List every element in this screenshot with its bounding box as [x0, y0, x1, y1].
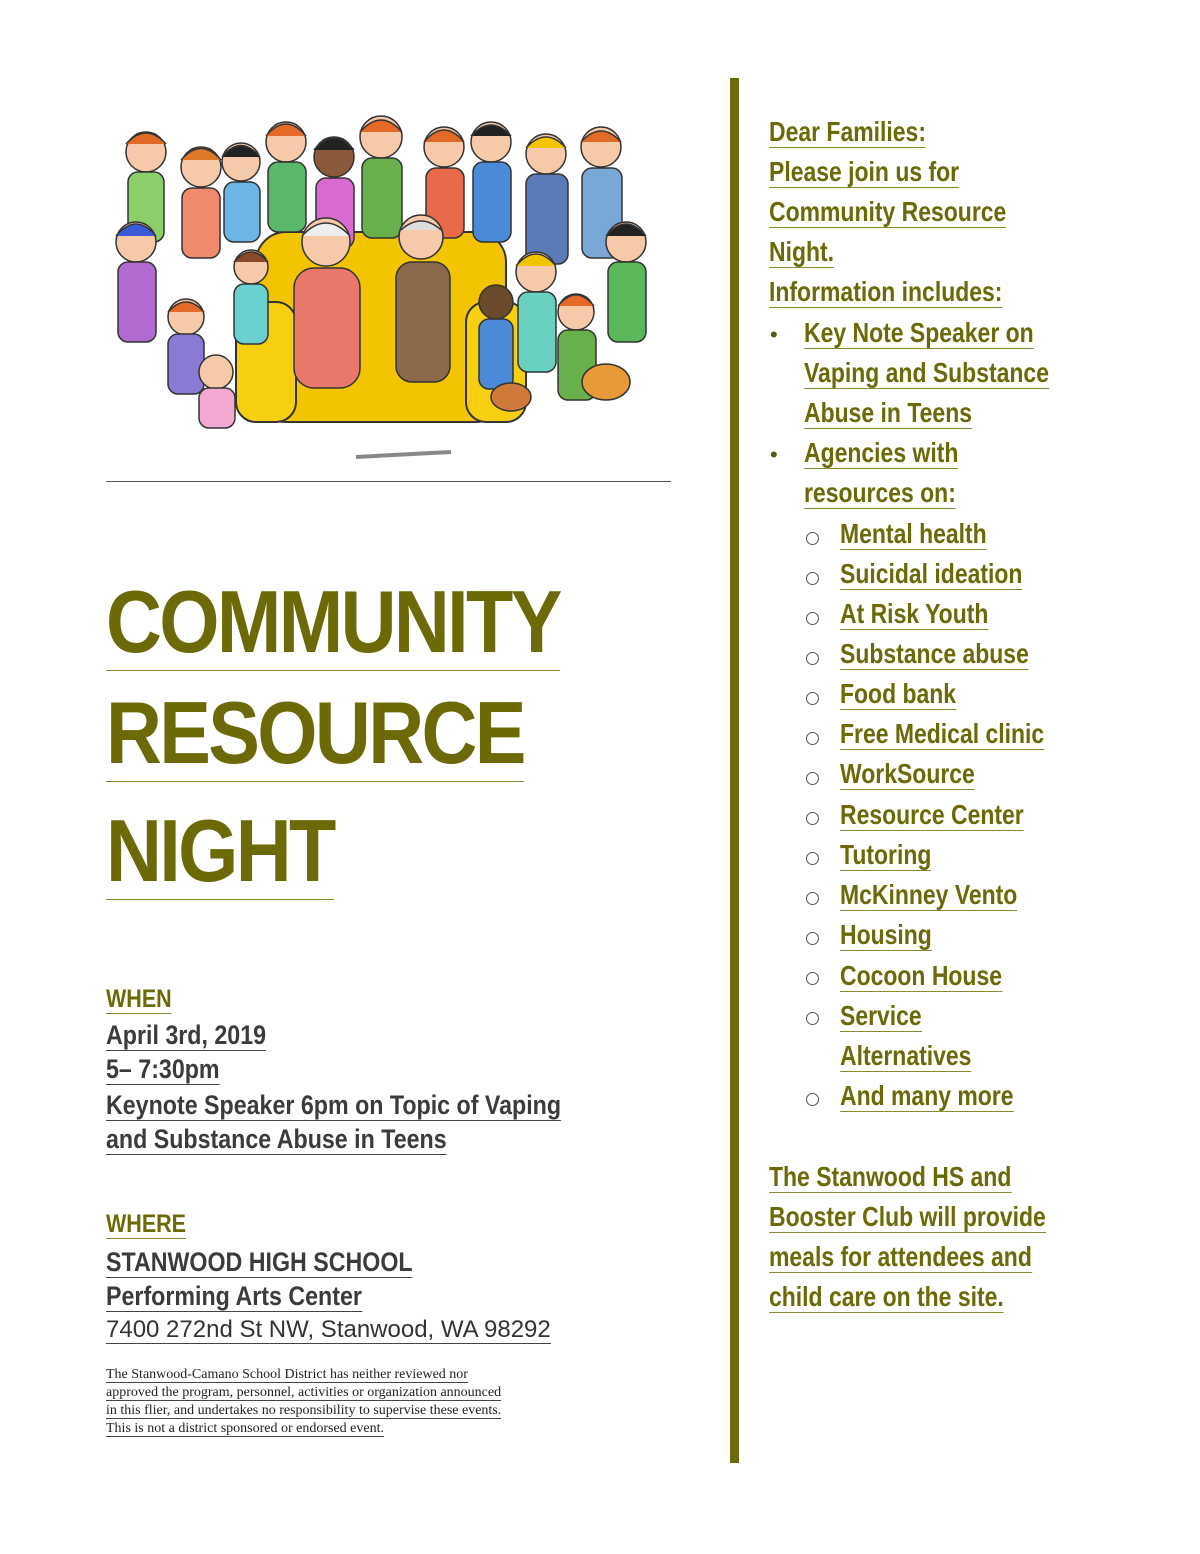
- keynote-line-1: Keynote Speaker 6pm on Topic of Vaping: [106, 1090, 562, 1120]
- disclaimer: The Stanwood-Camano School District has neither reviewed nor approved the program, personnel, activities or organization announced in this flier, and undertakes no responsibility to supervise these events. This is not a district sponsored or endorsed event.: [106, 1367, 502, 1436]
- bullet2-line-1: Agencies with: [804, 437, 959, 468]
- hollow-circle-icon: [806, 772, 819, 785]
- resource-item: Suicidal ideation: [840, 558, 1023, 589]
- resource-item: Tutoring: [840, 839, 932, 870]
- closing-line-4: child care on the site.: [769, 1281, 1004, 1312]
- hollow-circle-icon: [806, 572, 819, 585]
- hollow-circle-icon: [806, 972, 819, 985]
- resource-item: Free Medical clinic: [840, 718, 1045, 749]
- vertical-divider: [730, 78, 739, 1463]
- greeting: Dear Families:: [769, 116, 926, 147]
- hollow-circle-icon: [806, 852, 819, 865]
- school-name: STANWOOD HIGH SCHOOL: [106, 1247, 413, 1277]
- hollow-circle-icon: [806, 892, 819, 905]
- hollow-circle-icon: [806, 812, 819, 825]
- bullet1-line-2: Vaping and Substance: [804, 357, 1049, 388]
- family-group-illustration: [106, 112, 666, 472]
- closing-line-2: Booster Club will provide: [769, 1201, 1046, 1232]
- event-time: 5– 7:30pm: [106, 1054, 220, 1084]
- resource-item: McKinney Vento: [840, 879, 1018, 910]
- title-line-2: RESOURCE: [106, 683, 524, 782]
- resource-item: At Risk Youth: [840, 598, 989, 629]
- hollow-circle-icon: [806, 532, 819, 545]
- hollow-circle-icon: [806, 612, 819, 625]
- hollow-circle-icon: [806, 732, 819, 745]
- keynote-line-2: and Substance Abuse in Teens: [106, 1124, 447, 1154]
- closing-line-1: The Stanwood HS and: [769, 1161, 1012, 1192]
- hollow-circle-icon: [806, 1012, 819, 1025]
- resource-item: Housing: [840, 919, 932, 950]
- includes-heading: Information includes:: [769, 276, 1003, 307]
- title-line-3: NIGHT: [106, 801, 334, 900]
- bullet1-line-1: Key Note Speaker on: [804, 317, 1034, 348]
- hollow-circle-icon: [806, 692, 819, 705]
- bullet-icon: •: [770, 442, 778, 467]
- resource-item: Resource Center: [840, 799, 1024, 830]
- venue-name: Performing Arts Center: [106, 1281, 362, 1311]
- intro-line-3: Night.: [769, 236, 835, 267]
- resource-item: Service: [840, 1000, 922, 1031]
- resource-item: Mental health: [840, 518, 987, 549]
- resource-item: And many more: [840, 1080, 1014, 1111]
- closing-line-3: meals for attendees and: [769, 1241, 1032, 1272]
- hollow-circle-icon: [806, 932, 819, 945]
- bullet1-line-3: Abuse in Teens: [804, 397, 972, 428]
- horizontal-rule: [106, 481, 671, 482]
- hollow-circle-icon: [806, 1093, 819, 1106]
- bullet2-line-2: resources on:: [804, 477, 956, 508]
- resource-item: WorkSource: [840, 758, 975, 789]
- where-label: WHERE: [106, 1210, 187, 1238]
- intro-line-1: Please join us for: [769, 156, 960, 187]
- when-label: WHEN: [106, 985, 172, 1013]
- intro-line-2: Community Resource: [769, 196, 1007, 227]
- hollow-circle-icon: [806, 652, 819, 665]
- bullet-icon: •: [770, 322, 778, 347]
- title-line-1: COMMUNITY: [106, 572, 560, 671]
- venue-address: 7400 272nd St NW, Stanwood, WA 98292: [106, 1316, 551, 1343]
- resource-item: Cocoon House: [840, 960, 1003, 991]
- resource-item: Food bank: [840, 678, 957, 709]
- resource-item: Substance abuse: [840, 638, 1029, 669]
- event-date: April 3rd, 2019: [106, 1020, 267, 1050]
- resource-item-continued: Alternatives: [840, 1040, 972, 1071]
